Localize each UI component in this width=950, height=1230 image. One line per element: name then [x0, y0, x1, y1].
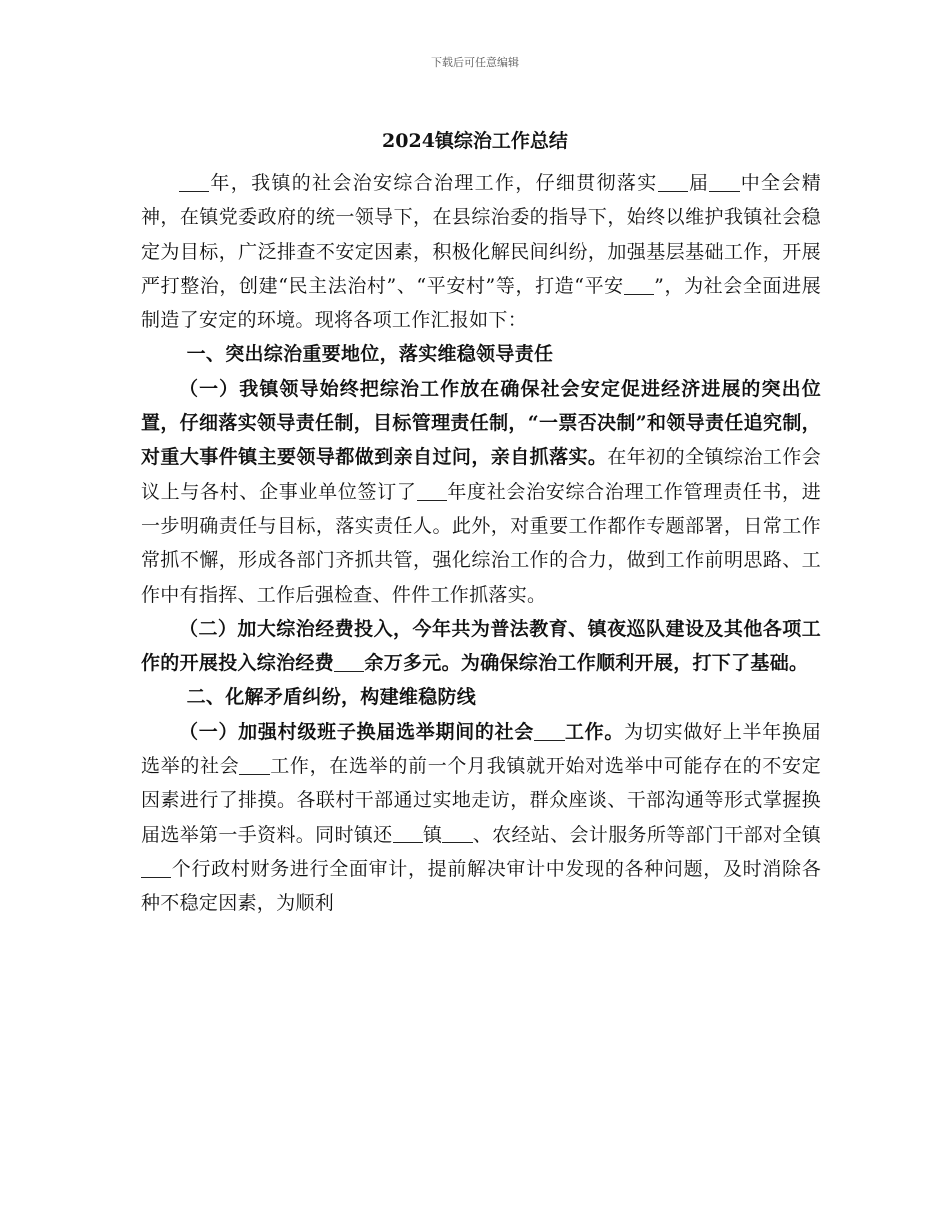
text: 工作，在选举的前一个月我镇就开始对选举中可能存在的不安定因素进行了排摸。各联村干部通过实地走访，群众座谈、干部沟通等形式掌握换届选举第一手资料。同时镇还	[141, 755, 821, 846]
text: 、农经站、会计服务所等部门干部对全镇	[472, 823, 821, 846]
blank	[393, 823, 423, 843]
text: 届	[687, 172, 710, 194]
blank	[658, 172, 688, 192]
bold-text: 工作。	[564, 720, 625, 743]
bold-text: （二）加大综治经费投入，今年共为普法教育、镇夜巡队建设及其他各项工作的开展投入综治经费	[141, 617, 821, 675]
blank	[624, 275, 654, 295]
text: 中全会精神，在镇党委政府的统一领导下，在县综治委的指导下，始终以维护我镇社会稳定为目标，广泛排查不安定因素，积极化解民间纠纷，加强基层基础工作，开展严打整治，创建“民主法治村”、“平安村”等，打造“平安	[141, 172, 822, 297]
text: 在年初的全镇综治工作会议上与各村、企事业单位签订了	[141, 446, 821, 503]
paragraph-elections	[141, 715, 821, 921]
text: 个行政村财务进行全面审计，提前解决审计中发现的各种问题，及时消除各种不稳定因素，为顺利	[141, 857, 821, 915]
blank	[709, 172, 739, 192]
header-note: 下载后可任意编辑	[431, 56, 519, 69]
blank	[417, 481, 447, 501]
blank	[534, 721, 564, 741]
document-title: 2024镇综治工作总结	[382, 130, 568, 152]
blank	[239, 755, 269, 775]
paragraph-funding	[141, 612, 821, 681]
blank	[141, 858, 171, 878]
bold-text: 余万多元。为确保综治工作顺利开展，打下了基础。	[364, 652, 809, 675]
text: ”，为社会全面进展制造了安定的环境。现将各项工作汇报如下：	[141, 274, 821, 332]
blank	[179, 172, 209, 192]
paragraph-intro	[141, 166, 821, 337]
section-heading-2: 二、化解矛盾纠纷，构建维稳防线	[186, 686, 477, 709]
text: 年度社会治安综合治理工作管理责任书，进一步明确责任与目标，落实责任人。此外，对重要工作都作专题部署，日常工作常抓不懈，形成各部门齐抓共管，强化综治工作的合力，做到工作前明思路、工作中有指挥、工作后强检查、件件工作抓落实。	[141, 480, 821, 606]
bold-text: （一）加强村级班子换届选举期间的社会	[179, 720, 535, 743]
blank	[334, 652, 364, 672]
text: 年，我镇的社会治安综合治理工作，仔细贯彻落实	[209, 172, 658, 194]
paragraph-leadership	[141, 372, 821, 612]
section-heading-1: 一、突出综治重要地位，落实维稳领导责任	[186, 343, 554, 366]
text: 镇	[422, 823, 443, 846]
blank	[442, 823, 472, 843]
document-body	[141, 166, 821, 921]
bold-text: （一）我镇领导始终把综治工作放在确保社会安定促进经济进展的突出位置，仔细落实领导责任制，目标管理责任制，“一票否决制”和领导责任追究制，对重大事件镇主要领导都做到亲自过问，亲自抓落实。	[141, 377, 821, 469]
text: 为切实做好上半年换届选举的社会	[141, 720, 821, 778]
